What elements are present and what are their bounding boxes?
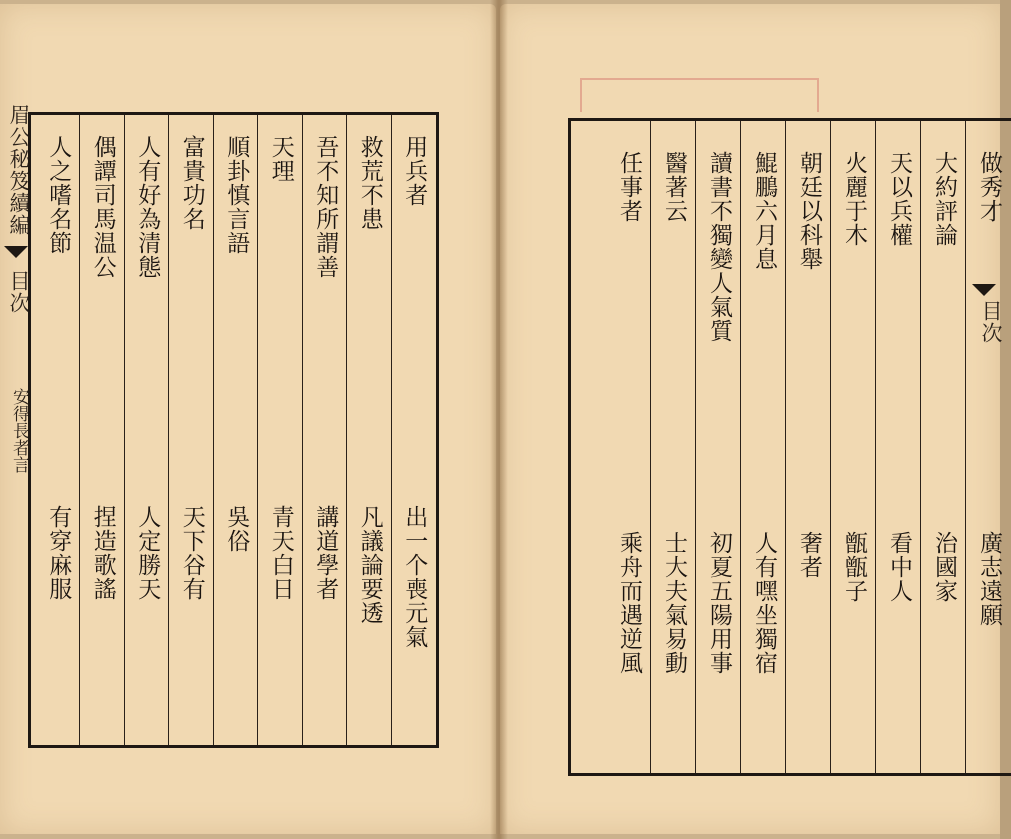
toc-entry-title: 天理 (267, 135, 294, 183)
toc-column (347, 135, 391, 745)
toc-column (967, 151, 1011, 773)
toc-entry-second: 乘舟而遇逆風 (616, 531, 642, 675)
toc-entry-second: 廣志遠願 (976, 531, 1002, 627)
toc-entry-title: 人之嗜名節 (45, 135, 72, 255)
toc-entry-title: 偶譚司馬温公 (89, 135, 116, 279)
toc-column (787, 151, 831, 773)
left-margin-title: 眉公秘笈續編 (7, 104, 31, 236)
toc-column (125, 135, 169, 745)
toc-column (742, 151, 786, 773)
toc-entry-second: 人定勝天 (134, 505, 161, 601)
toc-entry-second: 吳俗 (223, 505, 250, 553)
toc-entry-second: 奢者 (796, 531, 822, 579)
left-text-frame (28, 112, 439, 748)
toc-entry-title: 醫著云 (661, 151, 687, 223)
toc-column (80, 135, 124, 745)
toc-entry-second: 出一个喪元氣 (401, 505, 428, 649)
toc-entry-title: 用兵者 (401, 135, 428, 207)
toc-entry-title: 火麗于木 (841, 151, 867, 247)
toc-entry-second: 天下谷有 (178, 505, 205, 601)
toc-column (214, 135, 258, 745)
toc-column (36, 135, 80, 745)
toc-column (832, 151, 876, 773)
toc-entry-title: 做秀才 (976, 151, 1002, 223)
toc-entry-title: 人有好為清態 (134, 135, 161, 279)
book-gutter (490, 0, 508, 839)
toc-entry-title: 富貴功名 (178, 135, 205, 231)
left-margin-section: 目次 (7, 270, 31, 314)
toc-column (922, 151, 966, 773)
toc-entry-second: 初夏五陽用事 (706, 531, 732, 675)
toc-entry-second: 捏造歌謠 (89, 505, 116, 601)
toc-entry-title: 朝廷以科舉 (796, 151, 822, 271)
toc-column (607, 151, 651, 773)
toc-column (697, 151, 741, 773)
toc-column (392, 135, 436, 745)
toc-entry-second: 士大夫氣易動 (661, 531, 687, 675)
right-text-frame (568, 118, 1011, 776)
toc-entry-second: 甑甑子 (841, 531, 867, 603)
toc-entry-second: 看中人 (886, 531, 912, 603)
toc-entry-title: 讀書不獨變人氣質 (706, 151, 732, 343)
toc-entry-title: 順卦慎言語 (223, 135, 250, 255)
toc-column (258, 135, 302, 745)
toc-column (303, 135, 347, 745)
toc-entry-second: 青天白日 (267, 505, 294, 601)
toc-column (877, 151, 921, 773)
toc-entry-second: 凡議論要透 (356, 505, 383, 625)
fold-marker-left (4, 246, 28, 258)
toc-column (652, 151, 696, 773)
toc-entry-title: 大約評論 (931, 151, 957, 247)
toc-entry-title: 任事者 (616, 151, 642, 223)
toc-column (169, 135, 213, 745)
toc-entry-title: 救荒不患 (356, 135, 383, 231)
seal-stamp (580, 78, 819, 112)
toc-entry-second: 人有嘿坐獨宿 (751, 531, 777, 675)
toc-entry-second: 講道學者 (312, 505, 339, 601)
right-margin-section: 目次 (979, 300, 1003, 344)
toc-entry-title: 鯤鵬六月息 (751, 151, 777, 271)
toc-entry-title: 天以兵權 (886, 151, 912, 247)
left-margin-note: 安得長者言 (9, 388, 29, 473)
toc-entry-second: 治國家 (931, 531, 957, 603)
toc-entry-second: 有穿麻服 (45, 505, 72, 601)
toc-entry-title: 吾不知所謂善 (312, 135, 339, 279)
